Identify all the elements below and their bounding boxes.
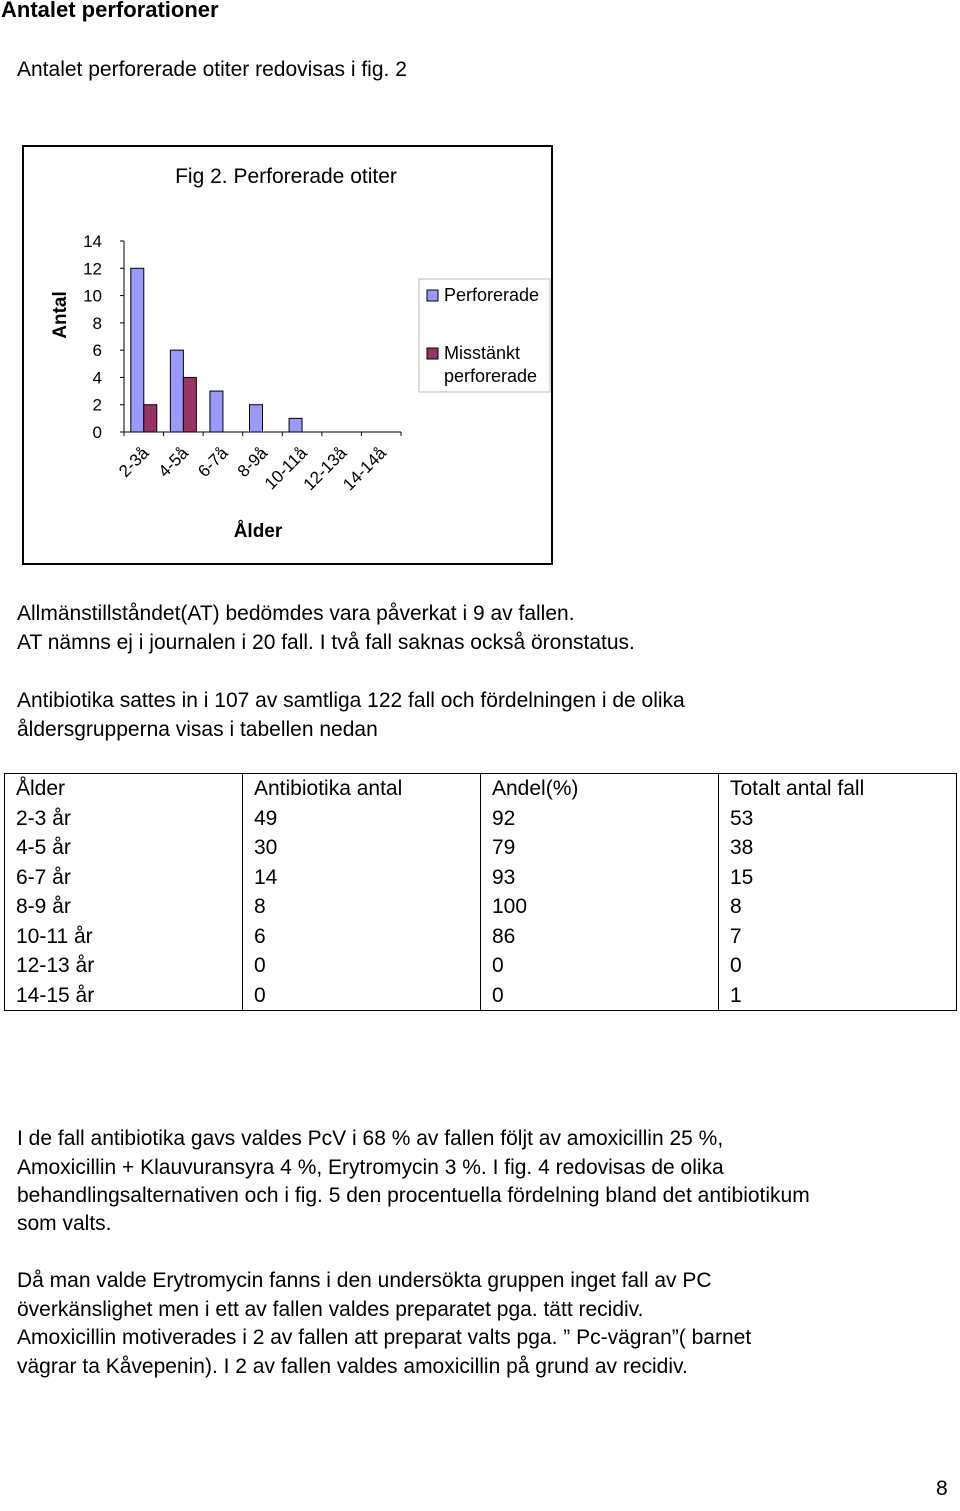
y-tick-label: 8 (92, 313, 102, 333)
table-row (5, 981, 957, 1011)
table-cell: 15 (719, 863, 957, 893)
table-header-cell: Totalt antal fall (719, 774, 957, 804)
table-cell: 0 (243, 951, 481, 981)
y-tick-label: 10 (83, 286, 102, 306)
table-cell: 4-5 år (5, 833, 243, 863)
x-tick-label: 10-11å (260, 443, 311, 494)
table-row (5, 863, 957, 893)
page-number: 8 (936, 1477, 948, 1500)
bar-perforerade (210, 391, 223, 432)
table-cell: 8 (719, 892, 957, 922)
table-row (5, 951, 957, 981)
table-cell: 92 (481, 804, 719, 834)
table-cell: 14 (243, 863, 481, 893)
table-cell: 53 (719, 804, 957, 834)
table-row (5, 804, 957, 834)
table-cell: 38 (719, 833, 957, 863)
para-erytro-line-2: överkänslighet men i ett av fallen valdes preparatet pga. tätt recidiv. (17, 1298, 644, 1321)
bar-misstankt (183, 377, 196, 432)
table-cell: 1 (719, 981, 957, 1011)
para-erytro-line-3: Amoxicillin motiverades i 2 av fallen att preparat valts pga. ” Pc-vägran”( barnet (17, 1326, 752, 1349)
x-tick-label: 4-5å (154, 443, 193, 481)
intro-paragraph: Antalet perforerade otiter redovisas i fig. 2 (17, 58, 407, 81)
chart-legend (419, 279, 550, 392)
table-row (5, 922, 957, 952)
bar-misstankt (144, 405, 157, 432)
table-cell: 8 (243, 892, 481, 922)
table-cell: 10-11 år (5, 922, 243, 952)
legend-label: Misstänkt (444, 343, 521, 363)
table-cell: 2-3 år (5, 804, 243, 834)
y-tick-label: 2 (92, 395, 102, 415)
bar-perforerade (250, 405, 263, 432)
para-pcv-line-2: Amoxicillin + Klauvuransyra 4 %, Erytromycin 3 %. I fig. 4 redovisas de olika (17, 1156, 724, 1179)
table-cell: 6-7 år (5, 863, 243, 893)
legend-swatch (427, 290, 438, 301)
table-cell: 0 (719, 951, 957, 981)
chart-title: Fig 2. Perforerade otiter (175, 165, 397, 188)
x-tick-label: 14-14å (339, 443, 391, 495)
x-tick-label: 2-3å (115, 443, 153, 481)
table-cell: 12-13 år (5, 951, 243, 981)
para-antibiotics-line-1: Antibiotika sattes in i 107 av samtliga 122 fall och fördelningen i de olika (17, 689, 685, 712)
para-pcv-line-4: som valts. (17, 1212, 112, 1235)
table-cell: 93 (481, 863, 719, 893)
table-cell: 6 (243, 922, 481, 952)
legend-label: Perforerade (444, 285, 540, 305)
para-erytro-line-4: vägrar ta Kåvepenin). I 2 av fallen valdes amoxicillin på grund av recidiv. (17, 1355, 688, 1378)
table-cell: 100 (481, 892, 719, 922)
table-header-cell: Ålder (5, 774, 243, 804)
legend-label: perforerade (444, 366, 538, 386)
para-at-line-1: Allmänstillståndet(AT) bedömdes vara påverkat i 9 av fallen. (17, 602, 575, 625)
x-tick-label: 6-7å (194, 443, 232, 481)
table-cell: 8-9 år (5, 892, 243, 922)
table-row (5, 892, 957, 922)
table-cell: 49 (243, 804, 481, 834)
para-pcv-line-1: I de fall antibiotika gavs valdes PcV i 68 % av fallen följt av amoxicillin 25 %, (17, 1127, 724, 1150)
table-header-cell: Antibiotika antal (243, 774, 481, 804)
table-header-row (5, 774, 957, 804)
para-at-line-2: AT nämns ej i journalen i 20 fall. I två fall saknas också öronstatus. (17, 631, 635, 654)
bar-perforerade (131, 268, 144, 432)
table-cell: 79 (481, 833, 719, 863)
table-cell: 14-15 år (5, 981, 243, 1011)
table-cell: 30 (243, 833, 481, 863)
x-tick-label: 8-9å (233, 443, 272, 481)
table-row (5, 833, 957, 863)
y-tick-label: 4 (92, 368, 102, 388)
para-antibiotics-line-2: åldersgrupperna visas i tabellen nedan (17, 718, 378, 741)
y-tick-label: 0 (92, 423, 102, 442)
para-pcv-line-3: behandlingsalternativen och i fig. 5 den procentuella fördelning bland det antibiotikum (17, 1184, 810, 1207)
y-tick-label: 6 (92, 341, 102, 361)
x-tick-label: 12-13å (299, 443, 351, 495)
table-cell: 86 (481, 922, 719, 952)
bar-perforerade (289, 418, 302, 432)
legend-swatch (427, 348, 438, 359)
antibiotics-table (4, 773, 957, 1011)
table-cell: 0 (243, 981, 481, 1011)
table-cell: 0 (481, 981, 719, 1011)
chart-canvas (24, 147, 555, 567)
y-tick-label: 14 (83, 232, 102, 251)
para-erytro-line-1: Då man valde Erytromycin fanns i den undersökta gruppen inget fall av PC (17, 1269, 712, 1292)
section-heading: Antalet perforationer (1, 0, 219, 22)
table-cell: 0 (481, 951, 719, 981)
bar-perforerade (170, 350, 183, 432)
y-axis-label: Antal (50, 291, 71, 339)
bar-chart-fig2 (22, 145, 553, 565)
y-tick-label: 12 (83, 259, 102, 279)
table-cell: 7 (719, 922, 957, 952)
table-header-cell: Andel(%) (481, 774, 719, 804)
x-axis-label: Ålder (233, 521, 283, 542)
